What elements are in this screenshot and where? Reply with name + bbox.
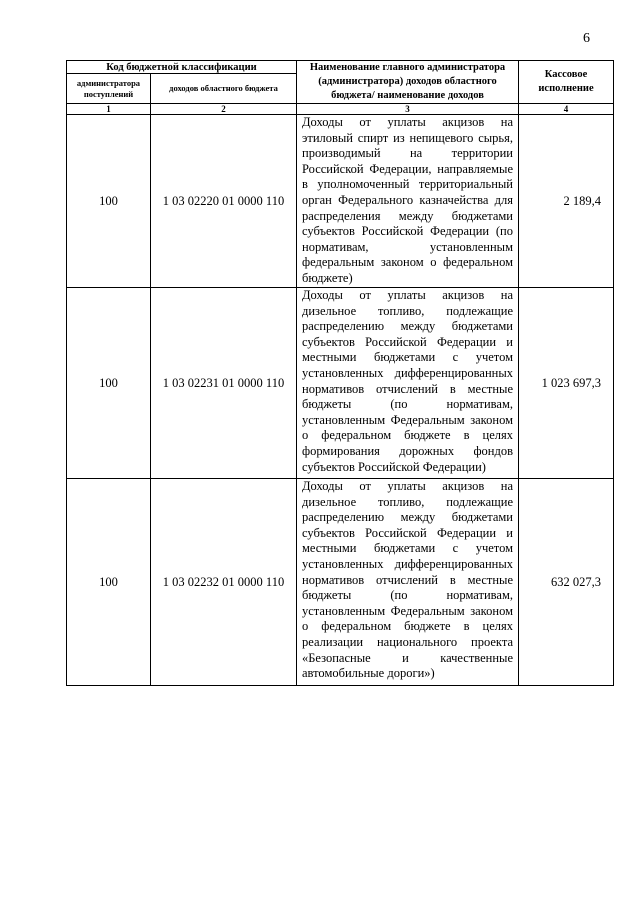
admin-code-cell: 100 xyxy=(67,288,151,479)
cash-execution-cell: 632 027,3 xyxy=(519,479,614,686)
admin-code-cell: 100 xyxy=(67,115,151,288)
admin-code-cell: 100 xyxy=(67,479,151,686)
income-code-cell: 1 03 02220 01 0000 110 xyxy=(151,115,297,288)
income-description-cell: Доходы от уплаты акцизов на этиловый спирт из непищевого сырья, производимый на территории Российской Федерации, направляемые в уполномоченный территориальный орган Федерального казначейства для распределения между бюджетами субъектов Российской Федерации (по нормативам, установленным федеральным законом о федеральном бюджете) xyxy=(297,115,519,288)
cash-execution-cell: 1 023 697,3 xyxy=(519,288,614,479)
income-code-cell: 1 03 02231 01 0000 110 xyxy=(151,288,297,479)
page-number: 6 xyxy=(583,31,590,46)
income-code-cell: 1 03 02232 01 0000 110 xyxy=(151,479,297,686)
column-numbers-row xyxy=(67,104,614,115)
header-admin-receipts: администратора поступлений xyxy=(67,74,151,104)
table-row xyxy=(67,115,614,288)
header-cash-execution: Кассовое исполнение xyxy=(519,61,614,104)
column-number: 2 xyxy=(151,104,297,115)
column-number: 1 xyxy=(67,104,151,115)
table-row xyxy=(67,479,614,686)
column-number: 3 xyxy=(297,104,519,115)
header-name: Наименование главного администратора (администратора) доходов областного бюджета/ наименование доходов xyxy=(297,61,519,104)
header-classification-code: Код бюджетной классификации xyxy=(67,61,297,74)
budget-table xyxy=(66,60,614,686)
column-number: 4 xyxy=(519,104,614,115)
cash-execution-cell: 2 189,4 xyxy=(519,115,614,288)
income-description-cell: Доходы от уплаты акцизов на дизельное топливо, подлежащие распределению между бюджетами субъектов Российской Федерации и местными бюджетами с учетом установленных дифференцированных нормативов отчислений в местные бюджеты (по нормативам, установленным Федеральным законом о федеральном бюджете в целях реализации национального проекта «Безопасные и качественные автомобильные дороги») xyxy=(297,479,519,686)
header-regional-income: доходов областного бюджета xyxy=(151,74,297,104)
income-description-cell: Доходы от уплаты акцизов на дизельное топливо, подлежащие распределению между бюджетами субъектов Российской Федерации и местными бюджетами с учетом установленных дифференцированных нормативов отчислений в местные бюджеты (по нормативам, установленным Федеральным законом о федеральном бюджете в целях формирования дорожных фондов субъектов Российской Федерации) xyxy=(297,288,519,479)
table-row xyxy=(67,288,614,479)
